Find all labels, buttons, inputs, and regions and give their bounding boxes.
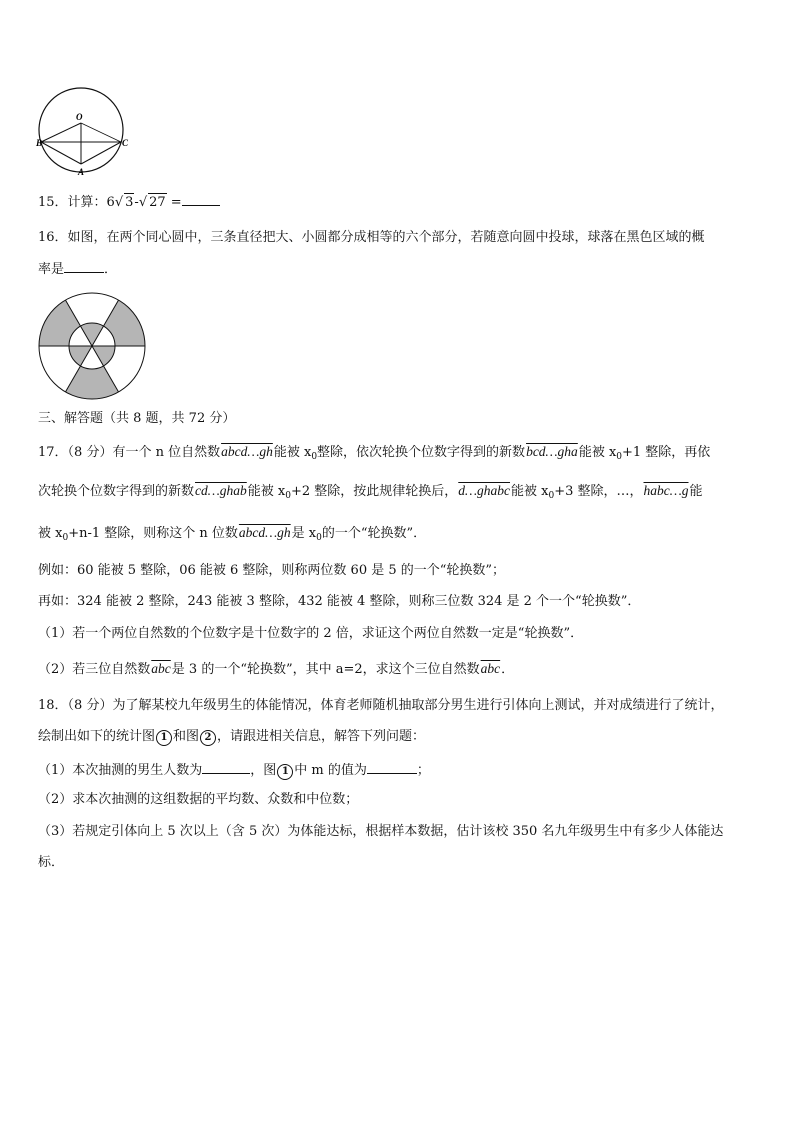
subscript: 0 xyxy=(316,533,322,543)
answer-blank[interactable] xyxy=(367,760,417,774)
q17-text: （2）若三位自然数 xyxy=(38,662,151,677)
q18-line-2 xyxy=(38,728,425,746)
q17-part-1: （1）若一个两位自然数的个位数字是十位数字的 2 倍，求证这个两位自然数一定是“轮换数”． xyxy=(38,626,584,641)
overline-number: abcd…gh xyxy=(221,444,273,459)
q18-line-1: 18．（8 分）为了解某校九年级男生的体能情况，体育老师随机抽取部分男生进行引体向上测试，并对成绩进行了统计， xyxy=(38,698,724,713)
q15-minus: - xyxy=(134,195,139,210)
q18-part-3-line-2: 标． xyxy=(38,855,65,870)
concentric-circles-figure xyxy=(36,290,148,402)
answer-blank[interactable] xyxy=(182,192,220,206)
q17-text: 能被 x xyxy=(273,445,312,460)
q15-prefix: 计算：6 xyxy=(67,195,115,210)
q17-text: 能被 x xyxy=(511,484,549,499)
sqrt-symbol: √ xyxy=(114,195,124,210)
label-c: C xyxy=(122,138,129,148)
q18-text: ，请跟进相关信息，解答下列问题： xyxy=(217,729,426,744)
q18-text: 和图 xyxy=(173,729,200,744)
overline-number: $\overline{abc}$ xyxy=(151,661,171,676)
subscript: 0 xyxy=(285,491,291,501)
q17-text: 17．（8 分）有一个 n 位自然数 xyxy=(38,445,221,460)
q17-text: +2 整除，按此规律轮换后， xyxy=(290,484,458,499)
q17-text: 能 xyxy=(689,484,703,499)
q17-text: ． xyxy=(501,662,515,677)
q17-text: 的一个“轮换数”． xyxy=(321,526,427,541)
overline-number: $\overline{abc}$ xyxy=(480,661,501,676)
q18-part-2: （2）求本次抽测的这组数据的平均数、众数和中位数； xyxy=(38,792,359,807)
q17-text: 次轮换个位数字得到的新数 xyxy=(38,484,195,499)
q17-text: 能被 x xyxy=(578,445,617,460)
q18-text: （1）本次抽测的男生人数为 xyxy=(38,763,203,778)
q18-part-1 xyxy=(38,760,430,780)
subscript: 0 xyxy=(616,452,623,462)
q17-text: 是 x xyxy=(291,526,317,541)
q16-text: 率是 xyxy=(38,262,65,277)
q17-text: 被 x xyxy=(38,526,63,541)
overline-number: abcd…gh xyxy=(238,525,291,540)
circled-number-1: 1 xyxy=(277,764,293,780)
overline-number: bcd…gha xyxy=(526,444,578,459)
q17-text: 是 3 的一个“轮换数”，其中 a=2，求这个三位自然数 xyxy=(171,662,480,677)
q15-number: 15． xyxy=(38,195,68,210)
q15-radicand-1: 3 xyxy=(125,195,134,210)
subscript: 0 xyxy=(62,533,69,543)
answer-blank[interactable] xyxy=(202,760,250,774)
q17-text: 整除，依次轮换个位数字得到的新数 xyxy=(317,445,526,460)
segment-ba xyxy=(41,142,81,164)
q15-radicand-2: 27 xyxy=(149,195,166,210)
q18-text: 中 m 的值为 xyxy=(294,763,367,778)
subscript: 0 xyxy=(548,491,555,501)
label-b: B xyxy=(36,138,43,148)
q17-example-2: 再如：324 能被 2 整除，243 能被 3 整除，432 能被 4 整除，则称三位数 324 是 2 个一个“轮换数”． xyxy=(38,594,641,609)
q17-text: +1 整除，再依 xyxy=(622,445,711,460)
segment-oc xyxy=(81,123,121,142)
q15-line xyxy=(38,192,220,212)
answer-blank[interactable] xyxy=(64,259,104,273)
q18-text: ，图 xyxy=(250,763,277,778)
q17-line-2 xyxy=(38,482,703,505)
section-heading: 三、解答题（共 8 题，共 72 分） xyxy=(38,411,236,426)
circled-number-1: 1 xyxy=(156,730,172,746)
q16-period: ． xyxy=(104,262,118,277)
overline-number: habc…g xyxy=(643,483,689,498)
q17-text: 能被 x xyxy=(247,484,286,499)
label-a: A xyxy=(78,167,85,177)
q18-text: ； xyxy=(416,763,430,778)
segment-ob xyxy=(41,123,81,142)
label-o: O xyxy=(76,112,83,122)
q16-line-1: 16．如图，在两个同心圆中，三条直径把大、小圆都分成相等的六个部分，若随意向圆中投球，球落在黑色区域的概 xyxy=(38,230,705,245)
q15-equals: = xyxy=(170,195,182,210)
q17-text: +3 整除，…， xyxy=(554,484,643,499)
q17-part-2 xyxy=(38,660,514,679)
subscript: 0 xyxy=(311,452,318,462)
overline-number: cd…ghab xyxy=(195,483,247,498)
sqrt-symbol: √ xyxy=(138,195,148,210)
q18-part-3-line-1: （3）若规定引体向上 5 次以上（含 5 次）为体能达标，根据样本数据，估计该校 350 名九年级男生中有多少人体能达 xyxy=(38,824,724,839)
q17-text: +n-1 整除，则称这个 n 位数 xyxy=(68,526,238,541)
q17-example-1: 例如：60 能被 5 整除，06 能被 6 整除，则称两位数 60 是 5 的一个“轮换数”； xyxy=(38,563,506,578)
overline-number: d…ghabc xyxy=(458,483,511,498)
q16-line-2 xyxy=(38,259,117,279)
circle-figure xyxy=(34,86,134,178)
q18-text: 绘制出如下的统计图 xyxy=(38,729,156,744)
circled-number-2: 2 xyxy=(200,730,216,746)
segment-ac xyxy=(81,142,121,164)
q17-line-1 xyxy=(38,443,710,466)
q17-line-3 xyxy=(38,524,426,547)
